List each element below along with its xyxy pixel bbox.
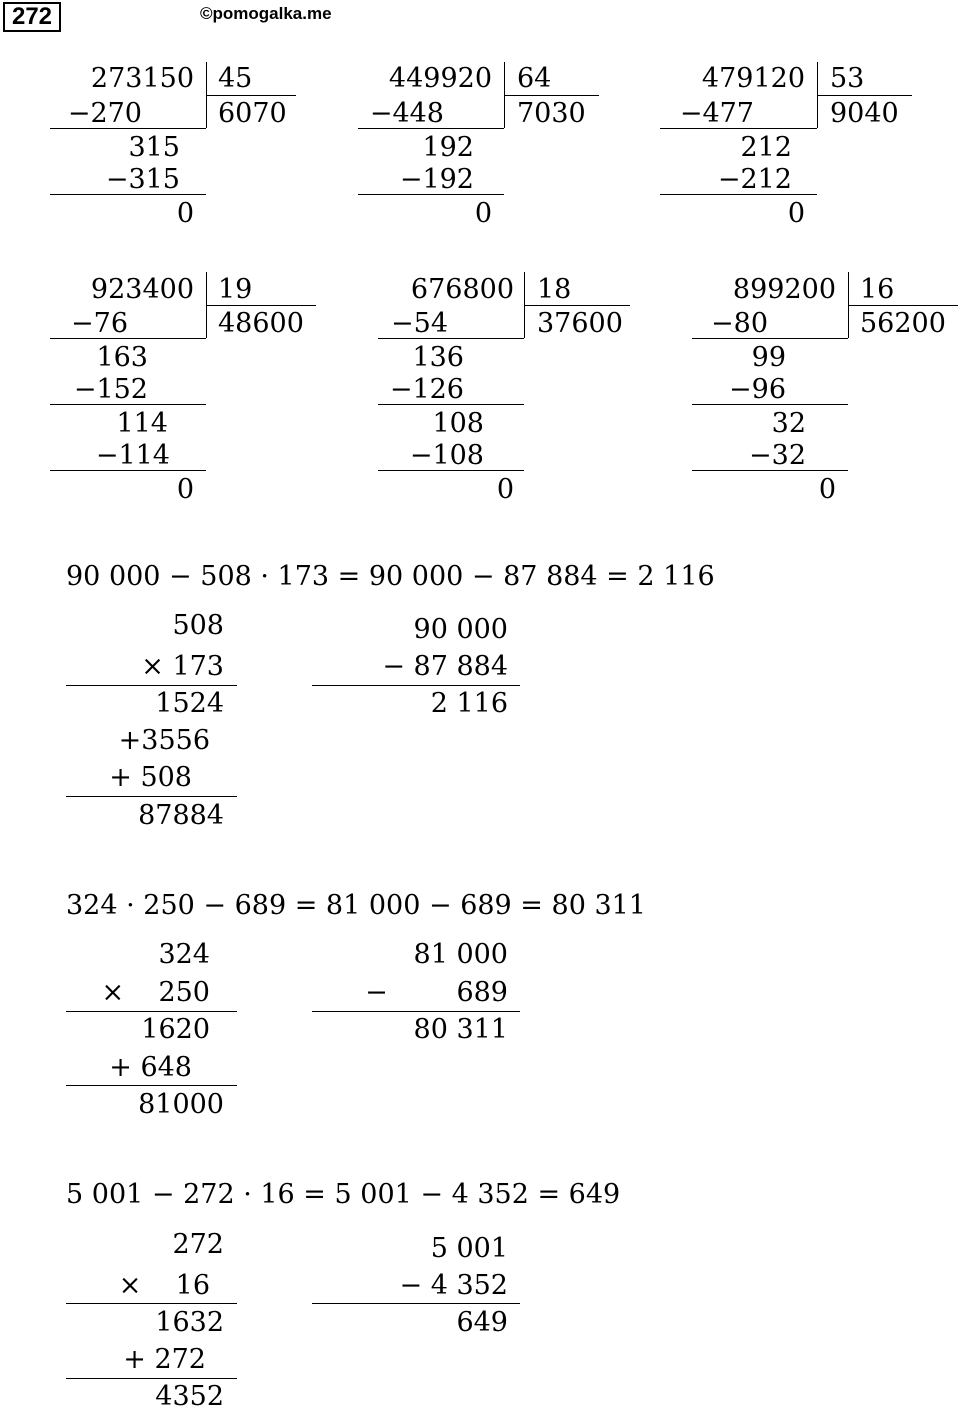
dividend: 899200 [732,274,836,305]
step-line [692,404,848,405]
step-line [50,404,206,405]
step: −96 [729,374,786,405]
quotient: 6070 [218,98,287,129]
mult-line: +3556 [118,725,210,756]
mult-line: 4352 [155,1381,224,1412]
mult-rule [66,685,237,686]
mult-line: 324 [158,939,210,970]
step: 136 [412,342,464,373]
mult-line: 1632 [155,1307,224,1338]
step-line [660,194,817,195]
dividend: 479120 [701,63,805,94]
step-line [692,338,848,339]
step: −192 [399,164,474,195]
step: 0 [787,198,805,229]
step: 0 [176,474,194,505]
sub-line: 649 [456,1307,508,1338]
quotient: 37600 [537,308,623,339]
divisor-line [817,95,912,96]
step: 0 [474,198,492,229]
step: −32 [749,440,806,471]
divisor: 16 [860,274,895,305]
step: 163 [96,342,148,373]
step: 99 [751,342,786,373]
sub-rule [312,685,520,686]
step: 108 [432,408,484,439]
mult-line: 272 [172,1229,224,1260]
divisor: 18 [537,274,572,305]
equation: 90 000 − 508 · 173 = 90 000 − 87 884 = 2 116 [66,561,715,592]
quotient: 56200 [860,308,946,339]
step: −54 [391,308,448,339]
step: −114 [95,440,170,471]
mult-line: × 173 [141,651,224,682]
step-line [378,404,524,405]
step: −448 [369,98,444,129]
step-line [50,194,206,195]
dividend: 273150 [90,63,194,94]
step: 212 [740,132,792,163]
step-line [358,128,504,129]
sub-line: 90 000 [413,614,508,645]
step: −315 [105,164,180,195]
mult-line: 1524 [155,688,224,719]
mult-line: 508 [172,610,224,641]
step: −108 [409,440,484,471]
step: −477 [679,98,754,129]
mult-rule [66,796,237,797]
sub-line: 81 000 [413,939,508,970]
divisor: 53 [830,63,865,94]
sub-line: − 87 884 [382,651,508,682]
quotient: 9040 [830,98,899,129]
step: −80 [711,308,768,339]
step: −152 [73,374,148,405]
mult-rule [66,1378,237,1379]
divisor-line [206,305,316,306]
step: 192 [422,132,474,163]
step-line [50,338,206,339]
quotient: 7030 [517,98,586,129]
divisor-line [206,95,296,96]
mult-line: × 16 [118,1270,210,1301]
step: −212 [717,164,792,195]
sub-rule [312,1011,520,1012]
divisor: 19 [218,274,253,305]
step: −270 [67,98,142,129]
dividend: 676800 [410,274,514,305]
sub-line: − 689 [365,977,508,1008]
mult-line: 87884 [138,800,224,831]
step-line [660,128,817,129]
step-line [358,194,504,195]
equation: 324 · 250 − 689 = 81 000 − 689 = 80 311 [66,890,646,921]
step: 0 [176,198,194,229]
divisor: 64 [517,63,552,94]
mult-line: 81000 [138,1089,224,1120]
sub-line: 2 116 [430,688,508,719]
sub-line: 80 311 [413,1014,508,1045]
mult-line: 1620 [141,1014,210,1045]
sub-line: 5 001 [430,1233,508,1264]
dividend: 449920 [388,63,492,94]
problem-number: 272 [3,2,61,32]
step-line [692,470,848,471]
mult-rule [66,1085,237,1086]
mult-rule [66,1011,237,1012]
step-line [378,470,524,471]
watermark: ©pomogalka.me [200,4,332,23]
mult-line: + 648 [109,1052,192,1083]
divisor-line [504,95,599,96]
divisor-line [848,305,958,306]
mult-rule [66,1303,237,1304]
equation: 5 001 − 272 · 16 = 5 001 − 4 352 = 649 [66,1179,621,1210]
step: −126 [389,374,464,405]
mult-line: + 508 [109,762,192,793]
step: 0 [818,474,836,505]
step-line [50,128,206,129]
divisor: 45 [218,63,253,94]
step: 315 [128,132,180,163]
sub-line: − 4 352 [399,1270,508,1301]
step-line [50,470,206,471]
sub-rule [312,1303,520,1304]
divisor-line [524,305,630,306]
quotient: 48600 [218,308,304,339]
step: 0 [496,474,514,505]
mult-line: + 272 [123,1344,206,1375]
step: −76 [71,308,128,339]
mult-line: × 250 [101,977,210,1008]
step: 32 [771,408,806,439]
dividend: 923400 [90,274,194,305]
step: 114 [116,408,168,439]
step-line [378,338,524,339]
